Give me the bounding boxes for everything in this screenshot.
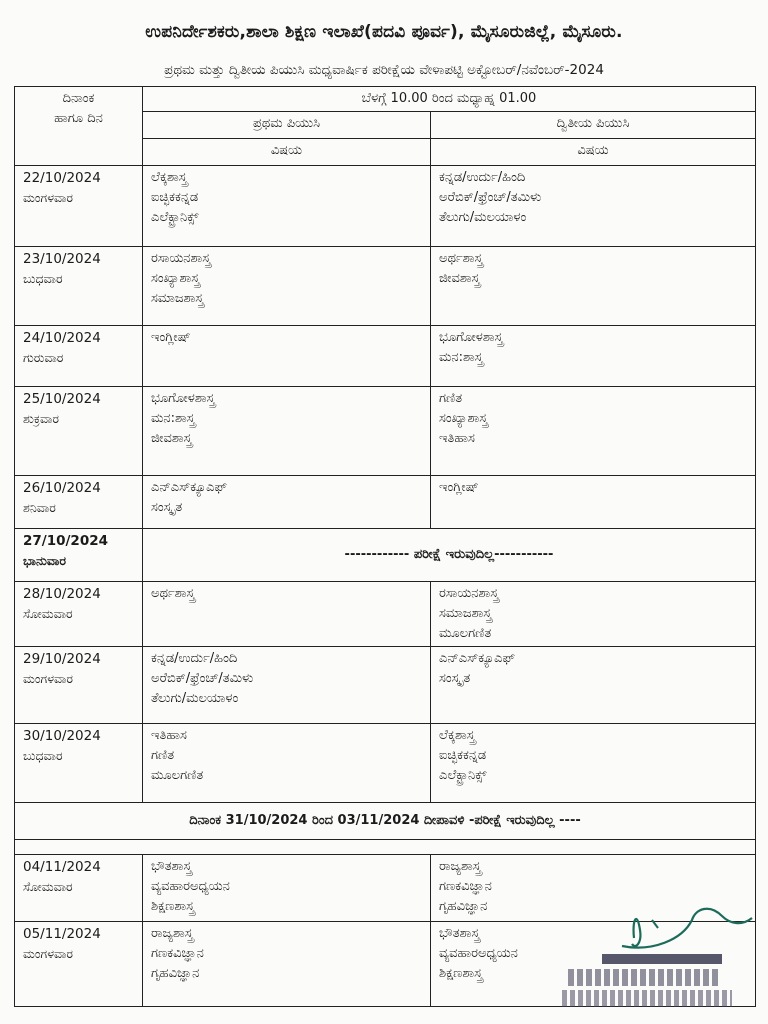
subject-name: ಭೂಗೋಳಶಾಸ್ತ್ರ <box>439 330 503 345</box>
subject-name: ಗಣಕವಿಜ್ಞಾನ <box>151 946 204 961</box>
second-puc-header: ದ್ವಿತೀಯ ಪಿಯುಸಿ <box>431 112 756 139</box>
subject-name: ಶಿಕ್ಷಣಶಾಸ್ತ್ರ <box>151 899 195 914</box>
first-puc-subjects <box>143 166 431 247</box>
date-header: ದಿನಾಂಕ <box>62 91 95 106</box>
subject-name: ಸಮಾಜಶಾಸ್ತ್ರ <box>151 291 204 306</box>
first-puc-subjects <box>143 247 431 326</box>
exam-row <box>15 247 756 326</box>
holiday-date-cell <box>15 529 143 582</box>
first-puc-subjects <box>143 387 431 476</box>
second-subject-header: ವಿಷಯ <box>431 139 756 166</box>
time-header: ಬೆಳಗ್ಗೆ 10.00 ರಿಂದ ಮಧ್ಯಾಹ್ನ 01.00 <box>143 87 756 112</box>
first-puc-subjects <box>143 922 431 1007</box>
date-cell <box>15 476 143 529</box>
subject-name: ತೆಲುಗು/ಮಲಯಾಳಂ <box>439 210 527 225</box>
exam-day: ಬುಧವಾರ <box>23 748 63 763</box>
second-puc-subjects <box>431 247 756 326</box>
second-puc-subjects <box>431 387 756 476</box>
subject-name: ಅರ್ಥಶಾಸ್ತ್ರ <box>439 251 483 266</box>
exam-row <box>15 647 756 724</box>
exam-day: ಮಂಗಳವಾರ <box>23 671 74 686</box>
exam-date: 28/10/2024 <box>23 586 101 602</box>
date-cell <box>15 647 143 724</box>
subject-name: ಎನ್‌ಎಸ್‌ಕ್ಯೂಎಫ್ <box>151 480 228 495</box>
subject-name: ಜೀವಶಾಸ್ತ್ರ <box>439 271 480 286</box>
subject-name: ತೆಲುಗು/ಮಲಯಾಳಂ <box>151 691 239 706</box>
exam-day: ಸೋಮವಾರ <box>23 879 73 894</box>
subject-name: ಭೂಗೋಳಶಾಸ್ತ್ರ <box>151 391 215 406</box>
subject-name: ಐಚ್ಛಿಕಕನ್ನಡ <box>151 190 199 205</box>
subject-name: ಎಲೆಕ್ಟ್ರಾನಿಕ್ಸ್ <box>151 210 199 225</box>
day-header: ಹಾಗೂ ದಿನ <box>54 111 103 126</box>
second-puc-subjects <box>431 326 756 387</box>
first-puc-subjects <box>143 326 431 387</box>
subject-name: ಕನ್ನಡ/ಉರ್ದು/ಹಿಂದಿ <box>151 651 238 666</box>
subject-name: ಸಂಸ್ಕೃತ <box>439 671 471 686</box>
signature-stroke <box>632 919 640 946</box>
subject-name: ಗಣಕವಿಜ್ಞಾನ <box>439 879 492 894</box>
signature-stroke <box>622 909 752 948</box>
exam-day: ಶುಕ್ರವಾರ <box>23 411 60 426</box>
second-puc-subjects <box>431 166 756 247</box>
subject-name: ಇತಿಹಾಸ <box>439 431 475 446</box>
subject-name: ಅರ್ಥಶಾಸ್ತ್ರ <box>151 586 195 601</box>
subject-name: ಮನ:ಶಾಸ್ತ್ರ <box>439 350 484 365</box>
subject-name: ವ್ಯವಹಾರಅಧ್ಯಯನ <box>151 879 230 894</box>
subject-name: ಗೃಹವಿಜ್ಞಾನ <box>151 966 200 981</box>
first-puc-subjects <box>143 476 431 529</box>
exam-date: 05/11/2024 <box>23 926 101 942</box>
timetable-body <box>15 87 756 1007</box>
exam-day: ಗುರುವಾರ <box>23 350 64 365</box>
stamp-bar <box>602 954 722 964</box>
subject-name: ಸಮಾಜಶಾಸ್ತ್ರ <box>439 606 492 621</box>
subject-name: ಲೆಕ್ಕಶಾಸ್ತ್ರ <box>151 170 188 185</box>
date-cell <box>15 855 143 922</box>
subject-name: ಎನ್‌ಎಸ್‌ಕ್ಯೂಎಫ್ <box>439 651 516 666</box>
subject-name: ರಸಾಯನಶಾಸ್ತ್ರ <box>439 586 499 601</box>
second-puc-subjects <box>431 582 756 647</box>
holiday-day: ಭಾನುವಾರ <box>23 553 66 568</box>
first-puc-subjects <box>143 724 431 803</box>
subject-name: ಭೌತಶಾಸ್ತ್ರ <box>151 859 192 874</box>
subject-name: ಕನ್ನಡ/ಉರ್ದು/ಹಿಂದಿ <box>439 170 526 185</box>
exam-day: ಮಂಗಳವಾರ <box>23 946 74 961</box>
subject-name: ಇಂಗ್ಲೀಷ್ <box>439 480 479 495</box>
subject-name: ಮೂಲಗಣಿತ <box>439 626 492 641</box>
exam-date: 29/10/2024 <box>23 651 101 667</box>
subject-name: ಗಣಿತ <box>439 391 463 406</box>
subject-name: ಶಿಕ್ಷಣಶಾಸ್ತ್ರ <box>439 966 483 981</box>
subject-name: ಜೀವಶಾಸ್ತ್ರ <box>151 431 192 446</box>
deepavali-row <box>15 803 756 840</box>
subject-name: ಲೆಕ್ಕಶಾಸ್ತ್ರ <box>439 728 476 743</box>
signature-stroke <box>652 920 658 928</box>
subject-name: ಮೂಲಗಣಿತ <box>151 768 204 783</box>
header-row-time <box>15 87 756 112</box>
exam-day: ಸೋಮವಾರ <box>23 606 73 621</box>
subject-name: ರಸಾಯನಶಾಸ್ತ್ರ <box>151 251 211 266</box>
subject-name: ಸಂಸ್ಕೃತ <box>151 500 183 515</box>
spacer-row <box>15 840 756 855</box>
subject-name: ಸಂಖ್ಯಾಶಾಸ್ತ್ರ <box>439 411 488 426</box>
first-puc-header: ಪ್ರಥಮ ಪಿಯುಸಿ <box>143 112 431 139</box>
subject-name: ರಾಜ್ಯಶಾಸ್ತ್ರ <box>151 926 194 941</box>
stamp-line <box>562 990 732 1007</box>
exam-row <box>15 476 756 529</box>
exam-row <box>15 724 756 803</box>
date-day-header <box>15 87 143 166</box>
subject-name: ಎಲೆಕ್ಟ್ರಾನಿಕ್ಸ್ <box>439 768 487 783</box>
subject-name: ವ್ಯವಹಾರಅಧ್ಯಯನ <box>439 946 518 961</box>
date-cell <box>15 387 143 476</box>
stamp-lines <box>540 966 760 1007</box>
first-puc-subjects <box>143 582 431 647</box>
exam-timetable <box>14 86 756 1007</box>
subject-name: ಸಂಖ್ಯಾಶಾಸ್ತ್ರ <box>151 271 200 286</box>
subject-name: ಮನ:ಶಾಸ್ತ್ರ <box>151 411 196 426</box>
subject-name: ಗಣಿತ <box>151 748 175 763</box>
subject-name: ಭೌತಶಾಸ್ತ್ರ <box>439 926 480 941</box>
subject-name: ಅರೆಬಿಕ್/ಫ್ರೆಂಚ್/ತಮಿಳು <box>151 671 254 686</box>
second-puc-subjects <box>431 724 756 803</box>
exam-day: ಬುಧವಾರ <box>23 271 63 286</box>
subject-name: ಐಚ್ಛಿಕಕನ್ನಡ <box>439 748 487 763</box>
exam-date: 24/10/2024 <box>23 330 101 346</box>
exam-date: 30/10/2024 <box>23 728 101 744</box>
subject-name: ರಾಜ್ಯಶಾಸ್ತ್ರ <box>439 859 482 874</box>
date-cell <box>15 326 143 387</box>
exam-row <box>15 582 756 647</box>
subject-name: ಇಂಗ್ಲೀಷ್ <box>151 330 191 345</box>
timetable-subtitle: ಪ್ರಥಮ ಮತ್ತು ದ್ವಿತೀಯ ಪಿಯುಸಿ ಮಧ್ಯವಾರ್ಷಿಕ ಪರೀಕ್ಷೆಯ ವೇಳಾಪಟ್ಟಿ ಅಕ್ಟೋಬರ್/ನವೆಂಬರ್-2024 <box>164 62 604 78</box>
exam-date: 04/11/2024 <box>23 859 101 875</box>
exam-date: 26/10/2024 <box>23 480 101 496</box>
first-puc-subjects <box>143 647 431 724</box>
holiday-notice: ------------ ಪರೀಕ್ಷೆ ಇರುವುದಿಲ್ಲ----------- <box>143 529 756 582</box>
spacer-cell <box>15 840 756 855</box>
deepavali-notice: ದಿನಾಂಕ 31/10/2024 ರಿಂದ 03/11/2024 ದೀಪಾವಳಿ -ಪರೀಕ್ಷೆ ಇರುವುದಿಲ್ಲ ---- <box>15 803 756 840</box>
date-cell <box>15 247 143 326</box>
date-cell <box>15 582 143 647</box>
exam-date: 22/10/2024 <box>23 170 101 186</box>
exam-date: 23/10/2024 <box>23 251 101 267</box>
subject-name: ಗೃಹವಿಜ್ಞಾನ <box>439 899 488 914</box>
holiday-row <box>15 529 756 582</box>
second-puc-subjects <box>431 476 756 529</box>
exam-day: ಮಂಗಳವಾರ <box>23 190 74 205</box>
exam-row <box>15 166 756 247</box>
exam-date: 25/10/2024 <box>23 391 101 407</box>
first-puc-subjects <box>143 855 431 922</box>
second-puc-subjects <box>431 647 756 724</box>
date-cell <box>15 166 143 247</box>
first-subject-header: ವಿಷಯ <box>143 139 431 166</box>
date-cell <box>15 922 143 1007</box>
office-title: ಉಪನಿರ್ದೇಶಕರು,ಶಾಲಾ ಶಿಕ್ಷಣ ಇಲಾಖೆ(ಪದವಿ ಪೂರ್ವ), ಮೈಸೂರುಜಿಲ್ಲೆ, ಮೈಸೂರು. <box>145 22 623 42</box>
exam-day: ಶನಿವಾರ <box>23 500 56 515</box>
subject-name: ಅರೆಬಿಕ್/ಫ್ರೆಂಚ್/ತಮಿಳು <box>439 190 542 205</box>
exam-row <box>15 326 756 387</box>
holiday-date: 27/10/2024 <box>23 533 109 549</box>
exam-row <box>15 387 756 476</box>
date-cell <box>15 724 143 803</box>
stamp-line <box>568 969 718 986</box>
subject-name: ಇತಿಹಾಸ <box>151 728 187 743</box>
